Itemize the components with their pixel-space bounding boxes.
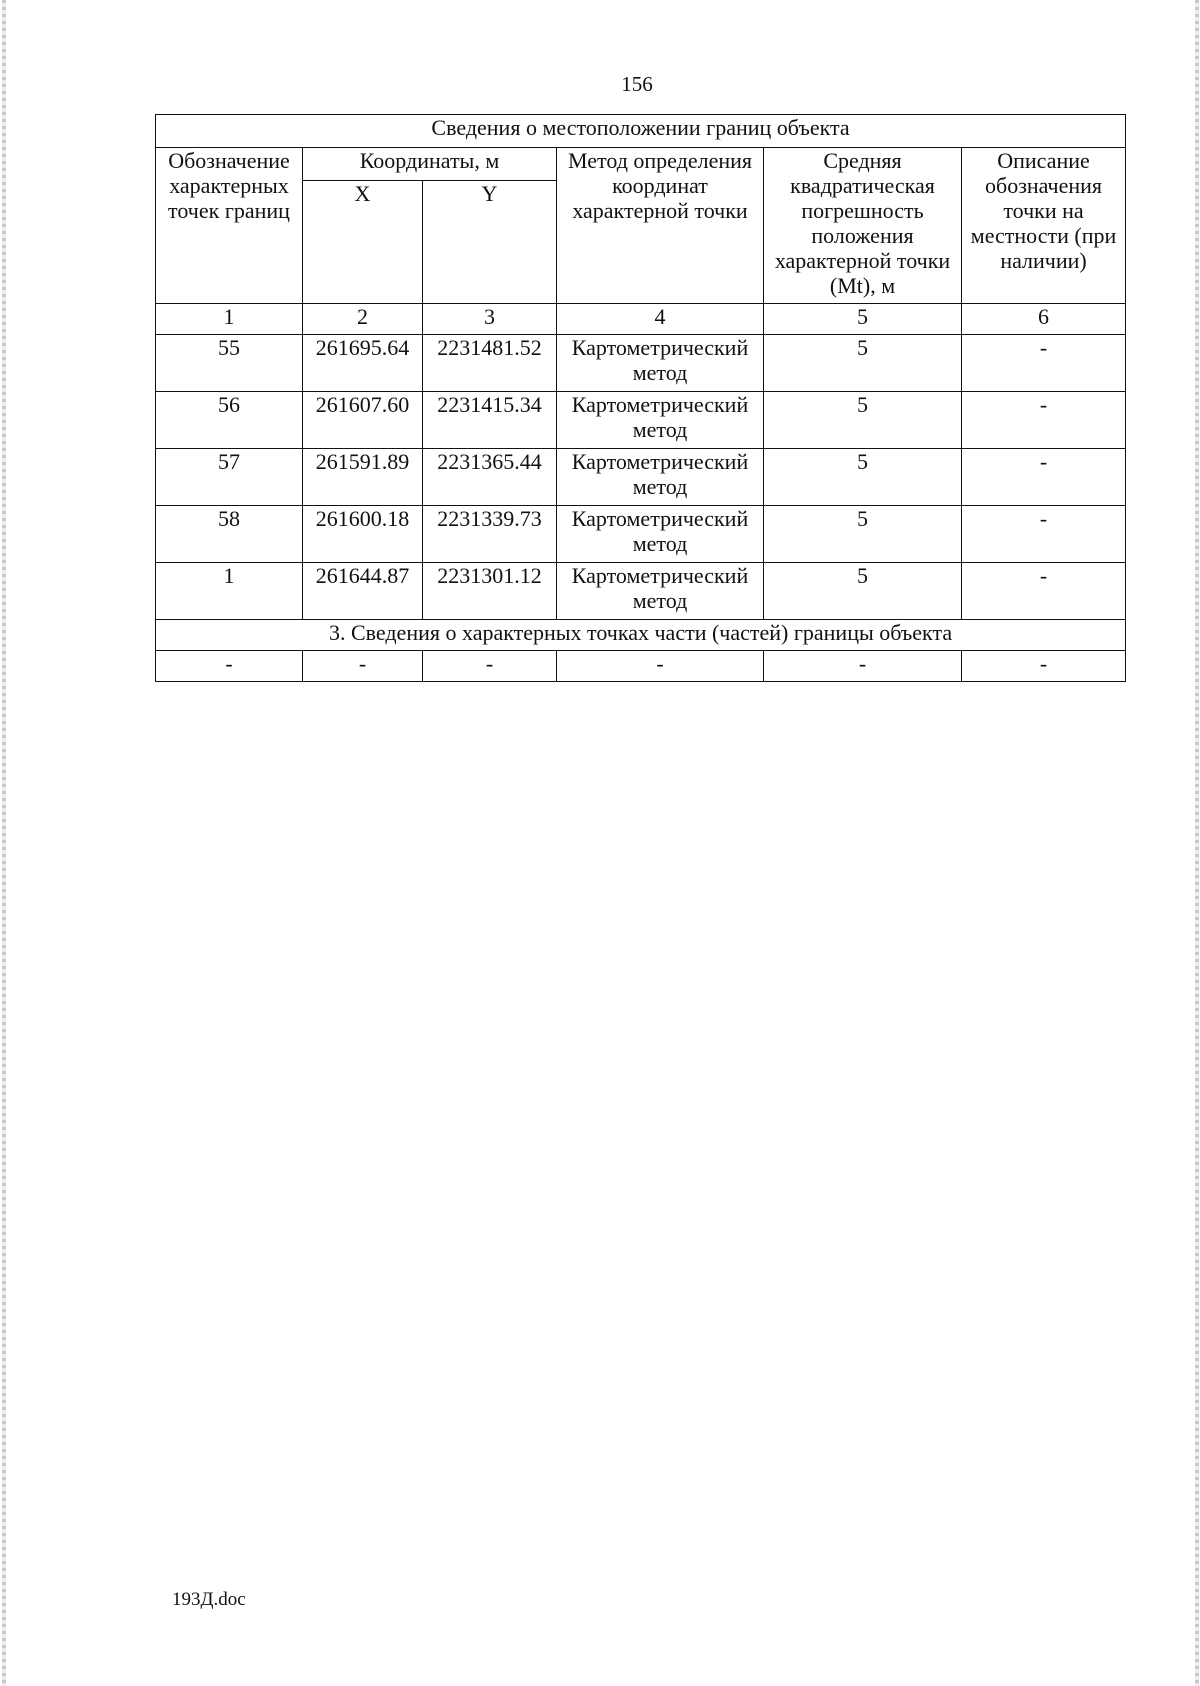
header-x: X bbox=[303, 181, 423, 304]
scan-left-edge bbox=[2, 0, 6, 1686]
section3-title-row bbox=[156, 620, 1126, 651]
point-description: - bbox=[962, 335, 1126, 392]
coordinate-y: 2231415.34 bbox=[423, 392, 557, 449]
section3-title: 3. Сведения о характерных точках части (частей) границы объекта bbox=[156, 620, 1126, 651]
method: Картометрический метод bbox=[557, 506, 764, 563]
header-method: Метод определения координат характерной точки bbox=[557, 148, 764, 304]
column-number: 2 bbox=[303, 304, 423, 335]
error-value: 5 bbox=[764, 392, 962, 449]
header-error: Средняя квадратическая погрешность положения характерной точки (Mt), м bbox=[764, 148, 962, 304]
coordinate-y: 2231481.52 bbox=[423, 335, 557, 392]
scan-right-edge bbox=[1195, 0, 1199, 1686]
method: Картометрический метод bbox=[557, 449, 764, 506]
error-value: 5 bbox=[764, 335, 962, 392]
point-description: - bbox=[962, 449, 1126, 506]
coordinate-x: 261607.60 bbox=[303, 392, 423, 449]
point-designation: 55 bbox=[156, 335, 303, 392]
column-number: 6 bbox=[962, 304, 1126, 335]
error-value: 5 bbox=[764, 449, 962, 506]
error-value: 5 bbox=[764, 506, 962, 563]
coordinate-x: 261600.18 bbox=[303, 506, 423, 563]
point-description: - bbox=[962, 563, 1126, 620]
header-y: Y bbox=[423, 181, 557, 304]
header-coordinates: Координаты, м bbox=[303, 148, 557, 181]
point-designation: 56 bbox=[156, 392, 303, 449]
empty-cell: - bbox=[423, 651, 557, 682]
boundary-table bbox=[155, 114, 1126, 682]
coordinate-x: 261695.64 bbox=[303, 335, 423, 392]
table-title: Сведения о местоположении границ объекта bbox=[156, 115, 1126, 148]
method: Картометрический метод bbox=[557, 335, 764, 392]
error-value: 5 bbox=[764, 563, 962, 620]
table-row bbox=[156, 392, 1126, 449]
empty-cell: - bbox=[764, 651, 962, 682]
point-designation: 1 bbox=[156, 563, 303, 620]
header-designation: Обозначение характерных точек границ bbox=[156, 148, 303, 304]
table-row bbox=[156, 563, 1126, 620]
empty-cell: - bbox=[962, 651, 1126, 682]
point-description: - bbox=[962, 506, 1126, 563]
section3-row bbox=[156, 651, 1126, 682]
point-description: - bbox=[962, 392, 1126, 449]
table-row bbox=[156, 506, 1126, 563]
point-designation: 58 bbox=[156, 506, 303, 563]
coordinate-x: 261591.89 bbox=[303, 449, 423, 506]
column-number: 3 bbox=[423, 304, 557, 335]
header-description: Описание обозначения точки на местности (при наличии) bbox=[962, 148, 1126, 304]
column-number: 5 bbox=[764, 304, 962, 335]
method: Картометрический метод bbox=[557, 392, 764, 449]
footer-filename: 193Д.doc bbox=[172, 1589, 246, 1610]
coordinate-x: 261644.87 bbox=[303, 563, 423, 620]
page-number: 156 bbox=[621, 72, 653, 96]
table-row bbox=[156, 335, 1126, 392]
coordinate-y: 2231365.44 bbox=[423, 449, 557, 506]
coordinate-y: 2231339.73 bbox=[423, 506, 557, 563]
empty-cell: - bbox=[557, 651, 764, 682]
column-number: 4 bbox=[557, 304, 764, 335]
header-row bbox=[156, 148, 1126, 181]
table-row bbox=[156, 449, 1126, 506]
column-number-row bbox=[156, 304, 1126, 335]
empty-cell: - bbox=[303, 651, 423, 682]
column-number: 1 bbox=[156, 304, 303, 335]
method: Картометрический метод bbox=[557, 563, 764, 620]
point-designation: 57 bbox=[156, 449, 303, 506]
table-title-row bbox=[156, 115, 1126, 148]
coordinate-y: 2231301.12 bbox=[423, 563, 557, 620]
empty-cell: - bbox=[156, 651, 303, 682]
